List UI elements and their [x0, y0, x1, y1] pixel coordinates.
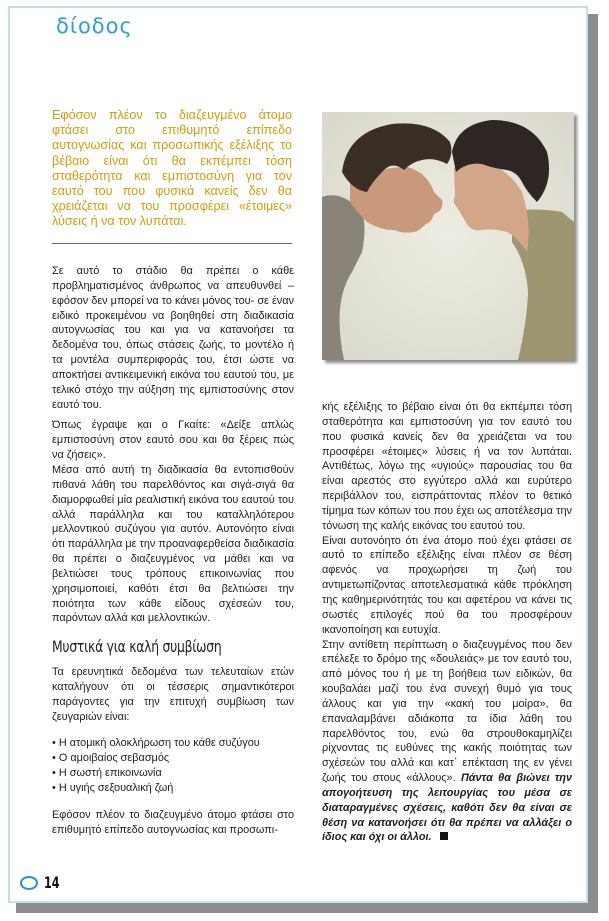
body-paragraph: Εφόσον πλέον το διαζευγμένο άτομο φτάσει στο επιθυμητό επίπεδο αυτογνωσίας και προσωπι-	[52, 809, 294, 837]
page-number: 14	[44, 873, 60, 892]
bullet-list	[52, 736, 294, 796]
magazine-logo: δίοδος	[56, 14, 133, 38]
body-paragraph: Όπως έγραψε και ο Γκαίτε: «Δείξε απλώς εμπιστοσύνη στον εαυτό σου και θα ξέρεις πώς να ζήσεις».	[52, 419, 294, 462]
body-paragraph	[322, 638, 572, 846]
body-paragraph: Σε αυτό το στάδιο θα πρέπει ο κάθε προβληματισμένος άνθρωπος να απευθυνθεί – εφόσον δεν μπορεί να το κάνει μόνος του- σε έναν ειδικό προκειμένου να βοηθηθεί στη διαδικασία αυτογνωσίας του και για να κατανοήσει τα δεδομένα του, όπως στάσεις ζωής, το μοντέλο ή τα μοντέλα συμπεριφοράς του, έτσι ώστε να αποκτήσει αντικειμενική εικόνα του εαυτού του, με τελικό στόχο την αύξηση της εμπιστοσύνης στον εαυτό του.	[52, 265, 294, 411]
emphasized-conclusion: Πάντα θα βιώνει την απογοήτευση της λειτουργίας του μέσα σε διαταραγμένες σχέσεις, καθότι δεν θα είναι σε θέση να κατανοήσει ότι θα πρέπει να αλλάξει ο ίδιος και όχι οι άλλοι.	[322, 772, 573, 844]
pullquote: Εφόσον πλέον το διαζευγμένο άτομο φτάσει στο επιθυμητό επίπεδο αυτογνωσίας και προσωπικής εξέλιξης το βέβαιο είναι ότι θα εκπέμπει τόση σταθερότητα και εμπιστοσύνη για τον εαυτό του που φυσικά κανείς δεν θα χρειάζεται να του προσφέρει «έτοιμες» λύσεις ή να τον λυπάται.	[52, 108, 292, 229]
article-column-left	[52, 264, 294, 838]
body-paragraph: κής εξέλιξης το βέβαιο είναι ότι θα εκπέμπει τόση σταθερότητα και εμπιστοσύνη για τον εαυτό του που φυσικά κανείς δεν θα χρειάζεται να του προσφέρει «έτοιμες» λύσεις ή να τον λυπάται. Αντιθέτως, λόγω της «υγιούς» παρουσίας του θα είναι αρεστός στο εγγύτερο αλλά και ευρύτερο περιβάλλον του, εισπράττοντας πλέον το θετικό τίμημα των κόπων του που έχει ως αποτέλεσμα την τόνωση της καλής εικόνας του εαυτού του.	[322, 401, 572, 532]
spacer	[52, 724, 294, 736]
spacer	[52, 796, 294, 808]
body-paragraph: Είναι αυτονόητο ότι ένα άτομο πού έχει φτάσει σε αυτό το επίπεδο εξέλιξης είναι πλέον σε θέση αφενός να προχωρήσει τη ζωή του αντιμετωπίζοντας αποτελεσματικά κάθε πρόκληση της καθημερινότητάς του και αφετέρου να κάνει τις σωστές επιλογές πού θα του προσφέρουν ικανοποίηση και ευτυχία.	[322, 534, 572, 636]
couple-illustration-icon	[322, 112, 574, 360]
bullet-item: • Η ατομική ολοκλήρωση του κάθε συζύγου	[52, 736, 294, 751]
couple-photo	[322, 112, 574, 360]
body-text: Στην αντίθετη περίπτωση ο διαζευγμένος που δεν επέλεξε το δρόμο της «δουλειάς» με τον εαυτό του, από μόνος του ή με τη βοήθεια των ειδικών, θα κουβαλάει μαζί του ένα συνεχή θυμό για τους άλλους και για την «κακή του μοίρα», θα επαναλαμβάνει αδιάκοπα τα ίδια λάθη του παρελθόντος του, ενώ θα στρουθοκαμηλίζει ρίχνοντας τις ευθύνες της κακής ποιότητας των σχέσεών του αλλά και κατ΄ επέκταση της εν γένει ζωής του στους «άλλους».	[322, 638, 572, 785]
section-heading: Μυστικά για καλή συμβίωση	[52, 637, 222, 657]
end-of-article-square-icon	[440, 832, 448, 840]
page-folio	[20, 873, 66, 892]
body-paragraph: Μέσα από αυτή τη διαδικασία θα εντοπισθούν πιθανά λάθη του παρελθόντος και σιγά-σιγά θα διαμορφωθεί μία ρεαλιστική εικόνα του εαυτού του αλλά παράλληλα και του καταλληλότερου μελλοντικού συζύγου για αυτόν. Αυτονόητο είναι ότι παράλληλα με την προαναφερθείσα διαδικασία θα πρέπει ο διαζευγμένος να μάθει και να βελτιώσει τους τρόπους επικοινωνίας που χρησιμοποιεί, καθότι έτσι θα βελτιώσει την ποιότητα των κάθε είδους σχέσεών του, παρόντων αλλά και μελλοντικών.	[52, 463, 294, 625]
pullquote-divider	[52, 243, 292, 244]
bullet-item: • Ο αμοιβαίος σεβασμός	[52, 751, 294, 766]
body-paragraph: Τα ερευνητικά δεδομένα των τελευταίων ετών καταλήγουν ότι οι τέσσερις σημαντικότεροι παράγοντες για την επιτυχή συμβίωση των ζευγαριών είναι:	[52, 666, 294, 723]
ring-icon	[20, 876, 38, 890]
bullet-item: • Η υγιής σεξουαλική ζωή	[52, 781, 294, 796]
article-column-right	[322, 400, 572, 845]
bullet-item: • Η σωστή επικοινωνία	[52, 766, 294, 781]
